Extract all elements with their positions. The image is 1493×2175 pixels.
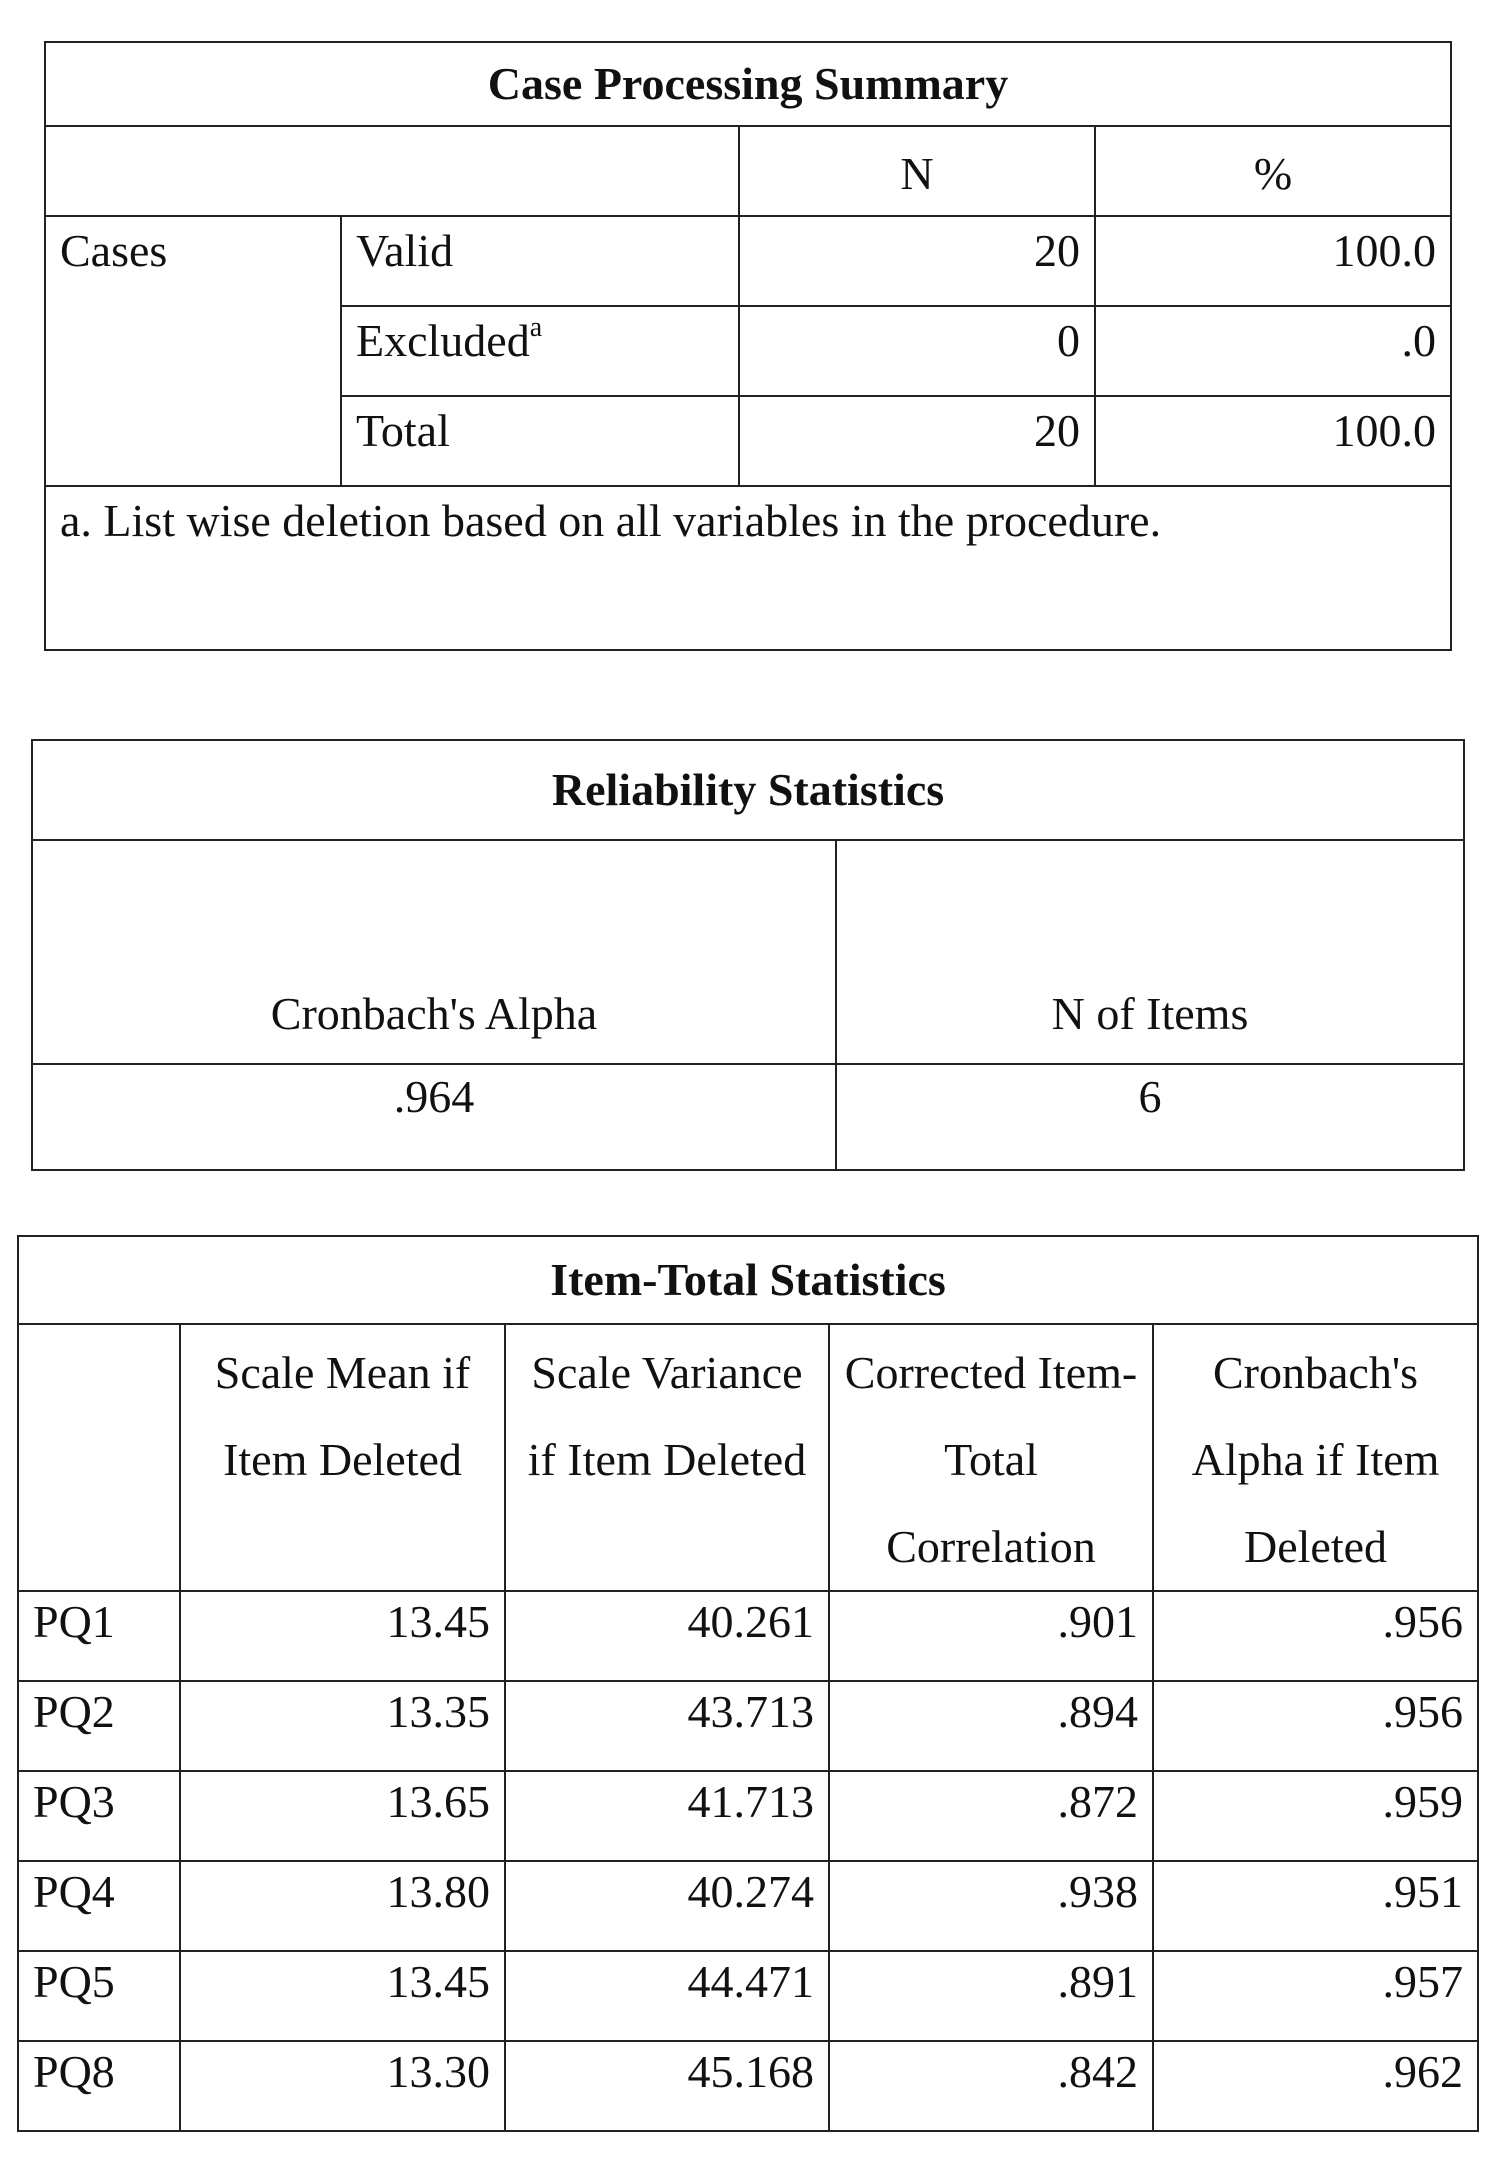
cell-alpha: .956	[1153, 1681, 1478, 1771]
cell-mean: 13.80	[180, 1861, 505, 1951]
cell-alpha: .951	[1153, 1861, 1478, 1951]
valid-percent: 100.0	[1095, 216, 1451, 306]
cell-mean: 13.35	[180, 1681, 505, 1771]
cell-mean: 13.45	[180, 1951, 505, 2041]
reliability-statistics-table	[31, 739, 1465, 1171]
cell-alpha: .957	[1153, 1951, 1478, 2041]
header-n-of-items: N of Items	[836, 840, 1464, 1064]
cell-variance: 40.261	[505, 1591, 829, 1681]
footnote: a. List wise deletion based on all variables in the procedure.	[45, 486, 1451, 650]
header-scale-variance: Scale Variance if Item Deleted	[505, 1324, 829, 1591]
table-row	[18, 1951, 1478, 2041]
row-label-excluded	[341, 306, 739, 396]
header-corrected-correlation: Corrected Item-Total Correlation	[829, 1324, 1153, 1591]
header-blank-cell	[18, 1324, 180, 1591]
cell-alpha: .962	[1153, 2041, 1478, 2131]
row-label-total: Total	[341, 396, 739, 486]
cell-variance: 40.274	[505, 1861, 829, 1951]
cell-corr: .894	[829, 1681, 1153, 1771]
cases-label: Cases	[45, 216, 341, 486]
cell-alpha: .956	[1153, 1591, 1478, 1681]
item-total-title: Item-Total Statistics	[18, 1236, 1478, 1324]
cell-variance: 44.471	[505, 1951, 829, 2041]
header-cronbachs-alpha: Cronbach's Alpha	[32, 840, 836, 1064]
cell-mean: 13.30	[180, 2041, 505, 2131]
case-processing-summary-table	[44, 41, 1452, 651]
header-blank-cell	[45, 126, 739, 216]
cell-variance: 41.713	[505, 1771, 829, 1861]
cell-item: PQ5	[18, 1951, 180, 2041]
case-processing-title: Case Processing Summary	[45, 42, 1451, 126]
row-label-valid: Valid	[341, 216, 739, 306]
item-total-statistics-table	[17, 1235, 1479, 2132]
footnote-marker: a	[529, 312, 543, 343]
cell-corr: .891	[829, 1951, 1153, 2041]
table-row	[18, 1771, 1478, 1861]
table-row	[18, 1681, 1478, 1771]
cell-item: PQ3	[18, 1771, 180, 1861]
cell-item: PQ2	[18, 1681, 180, 1771]
cell-variance: 45.168	[505, 2041, 829, 2131]
item-rows	[18, 1591, 1478, 2131]
excluded-n: 0	[739, 306, 1095, 396]
cell-item: PQ4	[18, 1861, 180, 1951]
cell-corr: .938	[829, 1861, 1153, 1951]
total-percent: 100.0	[1095, 396, 1451, 486]
cell-corr: .901	[829, 1591, 1153, 1681]
header-scale-mean: Scale Mean if Item Deleted	[180, 1324, 505, 1591]
header-alpha-if-deleted: Cronbach's Alpha if Item Deleted	[1153, 1324, 1478, 1591]
valid-n: 20	[739, 216, 1095, 306]
cell-corr: .842	[829, 2041, 1153, 2131]
cell-mean: 13.45	[180, 1591, 505, 1681]
header-percent: %	[1095, 126, 1451, 216]
table-row	[18, 1861, 1478, 1951]
cell-item: PQ1	[18, 1591, 180, 1681]
cell-corr: .872	[829, 1771, 1153, 1861]
alpha-value: .964	[32, 1064, 836, 1170]
cell-item: PQ8	[18, 2041, 180, 2131]
cell-variance: 43.713	[505, 1681, 829, 1771]
excluded-label-text: Excluded	[356, 315, 530, 366]
cell-alpha: .959	[1153, 1771, 1478, 1861]
table-row	[18, 1591, 1478, 1681]
table-row	[18, 2041, 1478, 2131]
reliability-title: Reliability Statistics	[32, 740, 1464, 840]
excluded-percent: .0	[1095, 306, 1451, 396]
cell-mean: 13.65	[180, 1771, 505, 1861]
header-n: N	[739, 126, 1095, 216]
n-items-value: 6	[836, 1064, 1464, 1170]
total-n: 20	[739, 396, 1095, 486]
